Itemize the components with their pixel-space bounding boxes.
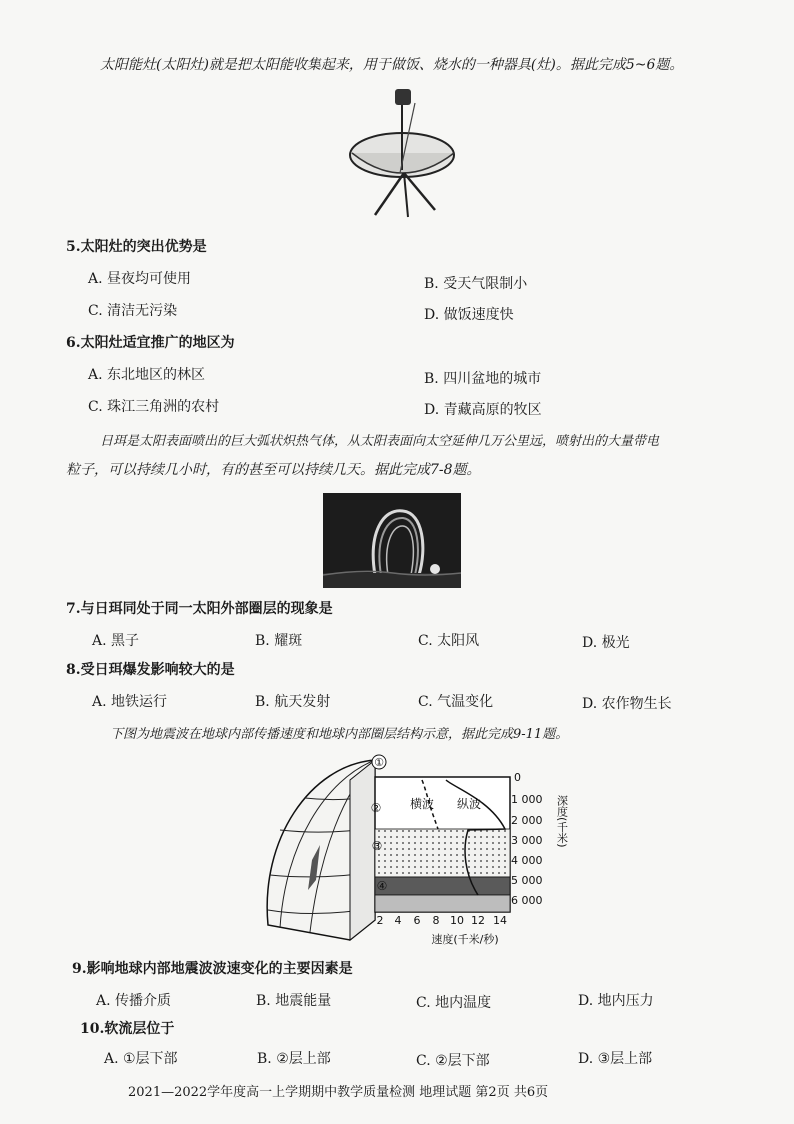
question-10-option-a[interactable]: A. ①层下部 bbox=[104, 1051, 178, 1067]
question-8-option-d[interactable]: D. 农作物生长 bbox=[582, 696, 672, 712]
speed-tick-14: 14 bbox=[493, 914, 507, 927]
cooking-pot bbox=[395, 89, 411, 105]
question-8-option-c[interactable]: C. 气温变化 bbox=[418, 694, 494, 710]
question-7-stem: 7.与日珥同处于同一太阳外部圈层的现象是 bbox=[66, 601, 333, 617]
seismic-wave-diagram bbox=[250, 750, 570, 950]
question-9-option-a[interactable]: A. 传播介质 bbox=[96, 993, 172, 1009]
depth-tick-3000: 3 000 bbox=[511, 834, 543, 847]
depth-tick-1000: 1 000 bbox=[511, 793, 543, 806]
depth-tick-0: 0 bbox=[514, 771, 521, 784]
question-10-stem: 10.软流层位于 bbox=[80, 1021, 175, 1037]
question-9-option-d[interactable]: D. 地内压力 bbox=[578, 993, 654, 1009]
inner-core-band bbox=[375, 877, 510, 895]
question-10-option-c[interactable]: C. ②层下部 bbox=[416, 1053, 490, 1069]
question-5-option-d[interactable]: D. 做饭速度快 bbox=[424, 307, 514, 323]
intro-prominence-line2: 粒子，可以持续几小时，有的甚至可以持续几天。据此完成7-8题。 bbox=[66, 462, 481, 478]
speed-tick-2: 2 bbox=[376, 914, 384, 927]
question-10-option-b[interactable]: B. ②层上部 bbox=[257, 1051, 331, 1067]
solar-prominence-image bbox=[323, 493, 461, 588]
layer-mark-2: ② bbox=[370, 801, 382, 815]
longitudinal-wave-label: 纵波 bbox=[457, 797, 482, 811]
outer-core-band bbox=[375, 829, 510, 877]
question-9-option-c[interactable]: C. 地内温度 bbox=[416, 995, 492, 1011]
question-8-option-b[interactable]: B. 航天发射 bbox=[255, 694, 331, 710]
speed-tick-12: 12 bbox=[471, 914, 485, 927]
question-9-stem: 9.影响地球内部地震波波速变化的主要因素是 bbox=[72, 961, 353, 977]
question-8-option-a[interactable]: A. 地铁运行 bbox=[92, 694, 168, 710]
speed-axis-label: 速度(千米/秒) bbox=[431, 933, 499, 946]
transverse-wave-label: 横波 bbox=[410, 797, 435, 811]
question-6-option-a[interactable]: A. 东北地区的林区 bbox=[88, 367, 206, 383]
question-6-option-b[interactable]: B. 四川盆地的城市 bbox=[424, 371, 542, 387]
intro-solar-cooker: 太阳能灶(太阳灶)就是把太阳能收集起来，用于做饭、烧水的一种器具(灶)。据此完成5~6题。 bbox=[100, 57, 684, 73]
question-7-option-a[interactable]: A. 黑子 bbox=[92, 633, 140, 649]
intro-seismic: 下图为地震波在地球内部传播速度和地球内部圈层结构示意，据此完成9-11题。 bbox=[110, 727, 569, 742]
question-5-option-c[interactable]: C. 清洁无污染 bbox=[88, 303, 178, 319]
question-5-option-b[interactable]: B. 受天气限制小 bbox=[424, 276, 528, 292]
depth-tick-4000: 4 000 bbox=[511, 854, 543, 867]
speed-tick-10: 10 bbox=[450, 914, 464, 927]
question-7-option-d[interactable]: D. 极光 bbox=[582, 635, 630, 651]
depth-tick-2000: 2 000 bbox=[511, 814, 543, 827]
question-10-option-d[interactable]: D. ③层上部 bbox=[578, 1051, 653, 1067]
depth-tick-6000: 6 000 bbox=[511, 894, 543, 907]
speed-tick-8: 8 bbox=[432, 914, 440, 927]
layer-mark-4: ④ bbox=[376, 879, 388, 893]
depth-axis-label: 深度(千米) bbox=[555, 795, 569, 848]
question-8-stem: 8.受日珥爆发影响较大的是 bbox=[66, 662, 235, 678]
layer-mark-3: ③ bbox=[371, 839, 383, 853]
question-9-option-b[interactable]: B. 地震能量 bbox=[256, 993, 332, 1009]
layer-mark-1: ① bbox=[374, 756, 384, 769]
question-6-stem: 6.太阳灶适宜推广的地区为 bbox=[66, 335, 235, 351]
page-footer: 2021—2022学年度高一上学期期中教学质量检测 地理试题 第2页 共6页 bbox=[128, 1085, 549, 1100]
question-7-option-c[interactable]: C. 太阳风 bbox=[418, 633, 480, 649]
question-7-option-b[interactable]: B. 耀斑 bbox=[255, 633, 303, 649]
intro-prominence-line1: 日珥是太阳表面喷出的巨大弧状炽热气体，从太阳表面向太空延伸几万公里远，喷射出的大量带电 bbox=[100, 434, 660, 449]
depth-tick-5000: 5 000 bbox=[511, 874, 543, 887]
solar-cooker-image bbox=[340, 85, 470, 225]
question-6-option-d[interactable]: D. 青藏高原的牧区 bbox=[424, 402, 542, 418]
speed-tick-6: 6 bbox=[413, 914, 421, 927]
question-6-option-c[interactable]: C. 珠江三角洲的农村 bbox=[88, 399, 220, 415]
question-5-option-a[interactable]: A. 昼夜均可使用 bbox=[88, 271, 192, 287]
speed-tick-4: 4 bbox=[394, 914, 402, 927]
question-5-stem: 5.太阳灶的突出优势是 bbox=[66, 239, 207, 255]
